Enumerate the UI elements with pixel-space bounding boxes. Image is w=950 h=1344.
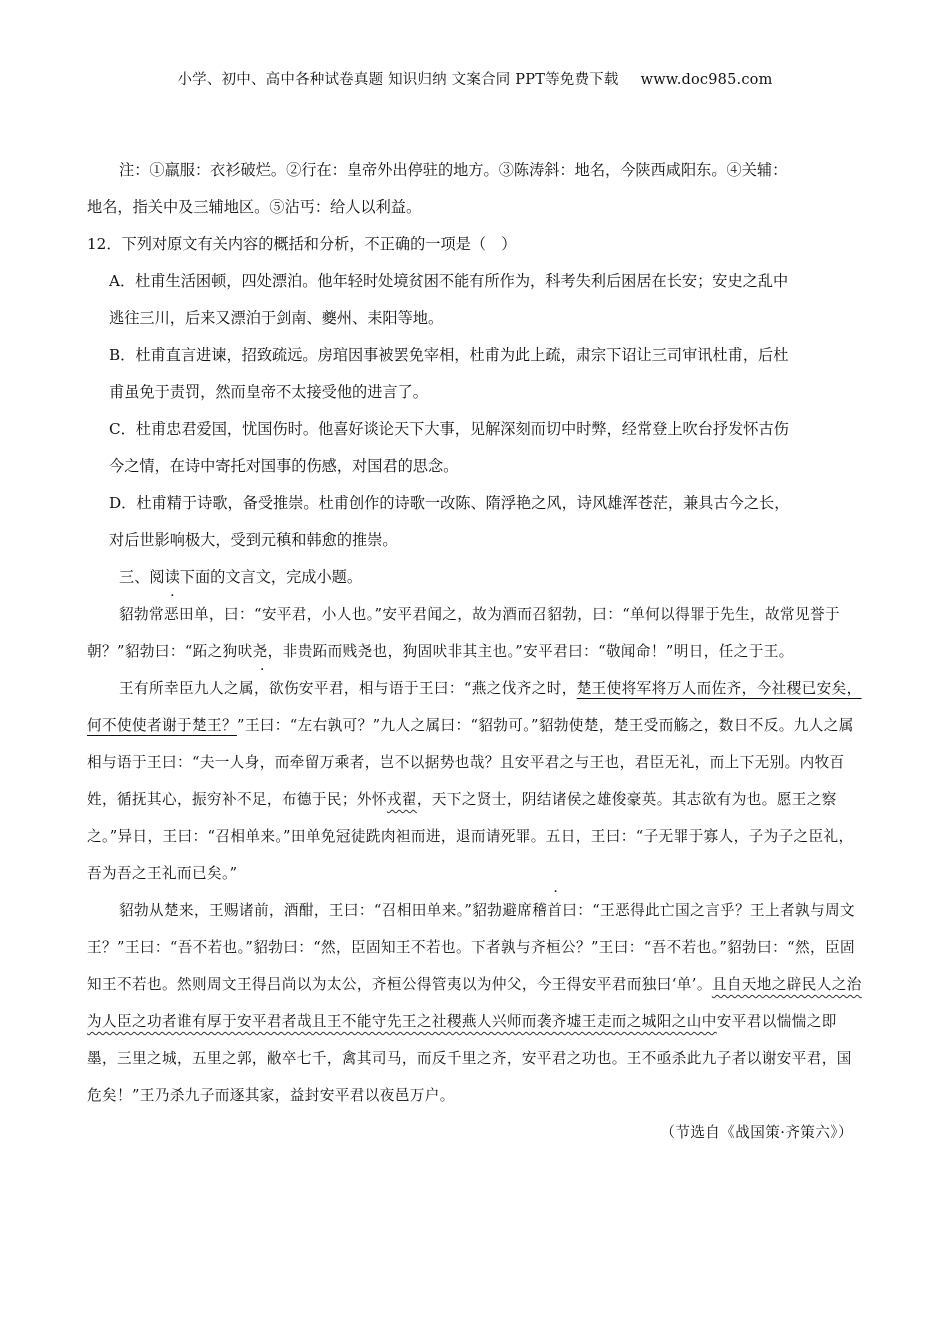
option-line: C．杜甫忠君爱国，忧国伤时。他喜好谈论天下大事，见解深刻而切中时弊，经常登上吹台抒发怀古伤	[109, 420, 789, 438]
document-body	[87, 152, 863, 1151]
underlined-sentence: 楚王使将军将万人而佐齐，今社稷已安矣，何不使使者谢于楚王？	[87, 680, 862, 734]
passage-paragraph-3	[87, 892, 863, 1114]
text-run: ，欲伤安平君，相与语于王曰：“燕之伐齐之时，	[253, 680, 577, 697]
header-text: 小学、初中、高中各种试卷真题 知识归纳 文案合同 PPT等免费下载	[177, 72, 619, 88]
section-3-title: 三、阅读下面的文言文，完成小题。	[119, 568, 362, 586]
question-12-option-a	[87, 263, 863, 337]
option-line: B．杜甫直言进谏，招致疏远。房琯因事被罢免宰相，杜甫为此上疏，肃宗下诏让三司审讯杜甫，后杜	[109, 346, 789, 364]
question-12-option-b	[87, 337, 863, 411]
annotation-note-line1: 注：①羸服：衣衫破烂。②行在：皇帝外出停驻的地方。③陈涛斜：地名，今陕西咸阳东。④关辅：	[119, 161, 788, 179]
option-line: 对后世影响极大，受到元稹和韩愈的推崇。	[109, 531, 398, 549]
passage-paragraph-1	[87, 596, 863, 670]
text-run: 安平君以惴惴之即墨，三里之城，五里之郭，敝卒七千，禽其司马，而反千里之齐，安平君之功也。王不亟杀此九子者以谢安平君，国危矣！”王乃杀九子而逐其家，益封安平君以夜邑万户。	[87, 1013, 852, 1104]
header-url[interactable]: www.doc985.com	[640, 72, 773, 88]
page-header	[0, 68, 950, 89]
option-line: 逃往三川，后来又漂泊于剑南、夔州、耒阳等地。	[109, 309, 444, 327]
option-line: A．杜甫生活困顿，四处漂泊。他年轻时处境贫困不能有所作为，科考失利后困居在长安；安史之乱中	[109, 272, 789, 290]
emphasis-dot-char: 常	[149, 606, 164, 623]
text-run: 王有所幸臣九人之	[119, 680, 239, 697]
text-run: ”王曰：“左右孰可？”九人之属曰：“貂勃可。”貂勃使楚，楚王受而觞之，数日不反。九人之属相与语于王曰：“夫一人身，而牵留万乘者，岂不以据势也哉？且安平君之与王也，君臣无礼，而上下无别。内牧百姓，循抚其心，振穷补不足，布德于民；外怀	[87, 717, 854, 808]
question-12-option-d	[87, 485, 863, 559]
text-run: 恶田单，曰：“安平君，小人也。”安平君闻之，故为酒而召貂勃，曰：“单何以得罪于先生，故常见誉于朝？”貂勃曰：“跖之狗吠尧，非贵跖而贱尧也，狗固吠非其主也。”安平君曰：“敬闻命！”明日，任之于王。	[87, 606, 841, 660]
option-line: 今之情，在诗中寄托对国事的伤感，对国君的思念。	[109, 457, 459, 475]
wavy-underlined-phrase: 戎翟	[386, 791, 417, 808]
wavy-underlined-passage: 且自天地之辟民人之治为人臣之功者谁有厚于安平君者哉且王不能守先王之社稷燕人兴师而袭齐墟王走而之城阳之山中	[87, 976, 862, 1030]
option-line: D．杜甫精于诗歌，备受推崇。杜甫创作的诗歌一改陈、隋浮艳之风，诗风雄浑苍茫，兼具古今之长，	[109, 494, 790, 512]
text-run: ，天下之贤士，阴结诸侯之雄俊豪英。其志欲有为也。愿王之察之。”异日，王曰：“召相单来。”田单免冠徒跣肉袒而进，退而请死罪。五日，王曰：“子无罪于寡人，子为子之臣礼，吾为吾之王礼而已矣。”	[87, 791, 854, 882]
emphasis-dot-char: 稽	[532, 902, 548, 919]
question-12-stem: 12．下列对原文有关内容的概括和分析，不正确的一项是（ ）	[87, 235, 517, 253]
text-run: 首曰：“王恶得此亡国之言乎？王上者孰与周文王？”王曰：“吾不若也。”貂勃曰：“然，臣固知王不若也。下者孰与齐桓公？”王曰：“吾不若也。”貂勃曰：“然，臣固知王不若也。然则周文王得吕尚以为太公，齐桓公得管夷以为仲父，今王得安平君而独曰‘单’。	[87, 902, 856, 993]
annotation-note-line2: 地名，指关中及三辅地区。⑤沾丐：给人以利益。	[87, 198, 422, 216]
passage-source: （节选自《战国策·齐策六》）	[660, 1124, 853, 1141]
passage-paragraph-2	[87, 670, 863, 892]
text-run: 貂勃从楚来，王赐诸前，酒酣，王曰：“召相田单来。”貂勃避席	[119, 902, 533, 919]
text-run: 貂勃	[119, 606, 149, 623]
emphasis-dot-char: 属	[238, 680, 254, 697]
option-line: 甫虽免于责罚，然而皇帝不太接受他的进言了。	[109, 383, 428, 401]
question-12-option-c	[87, 411, 863, 485]
